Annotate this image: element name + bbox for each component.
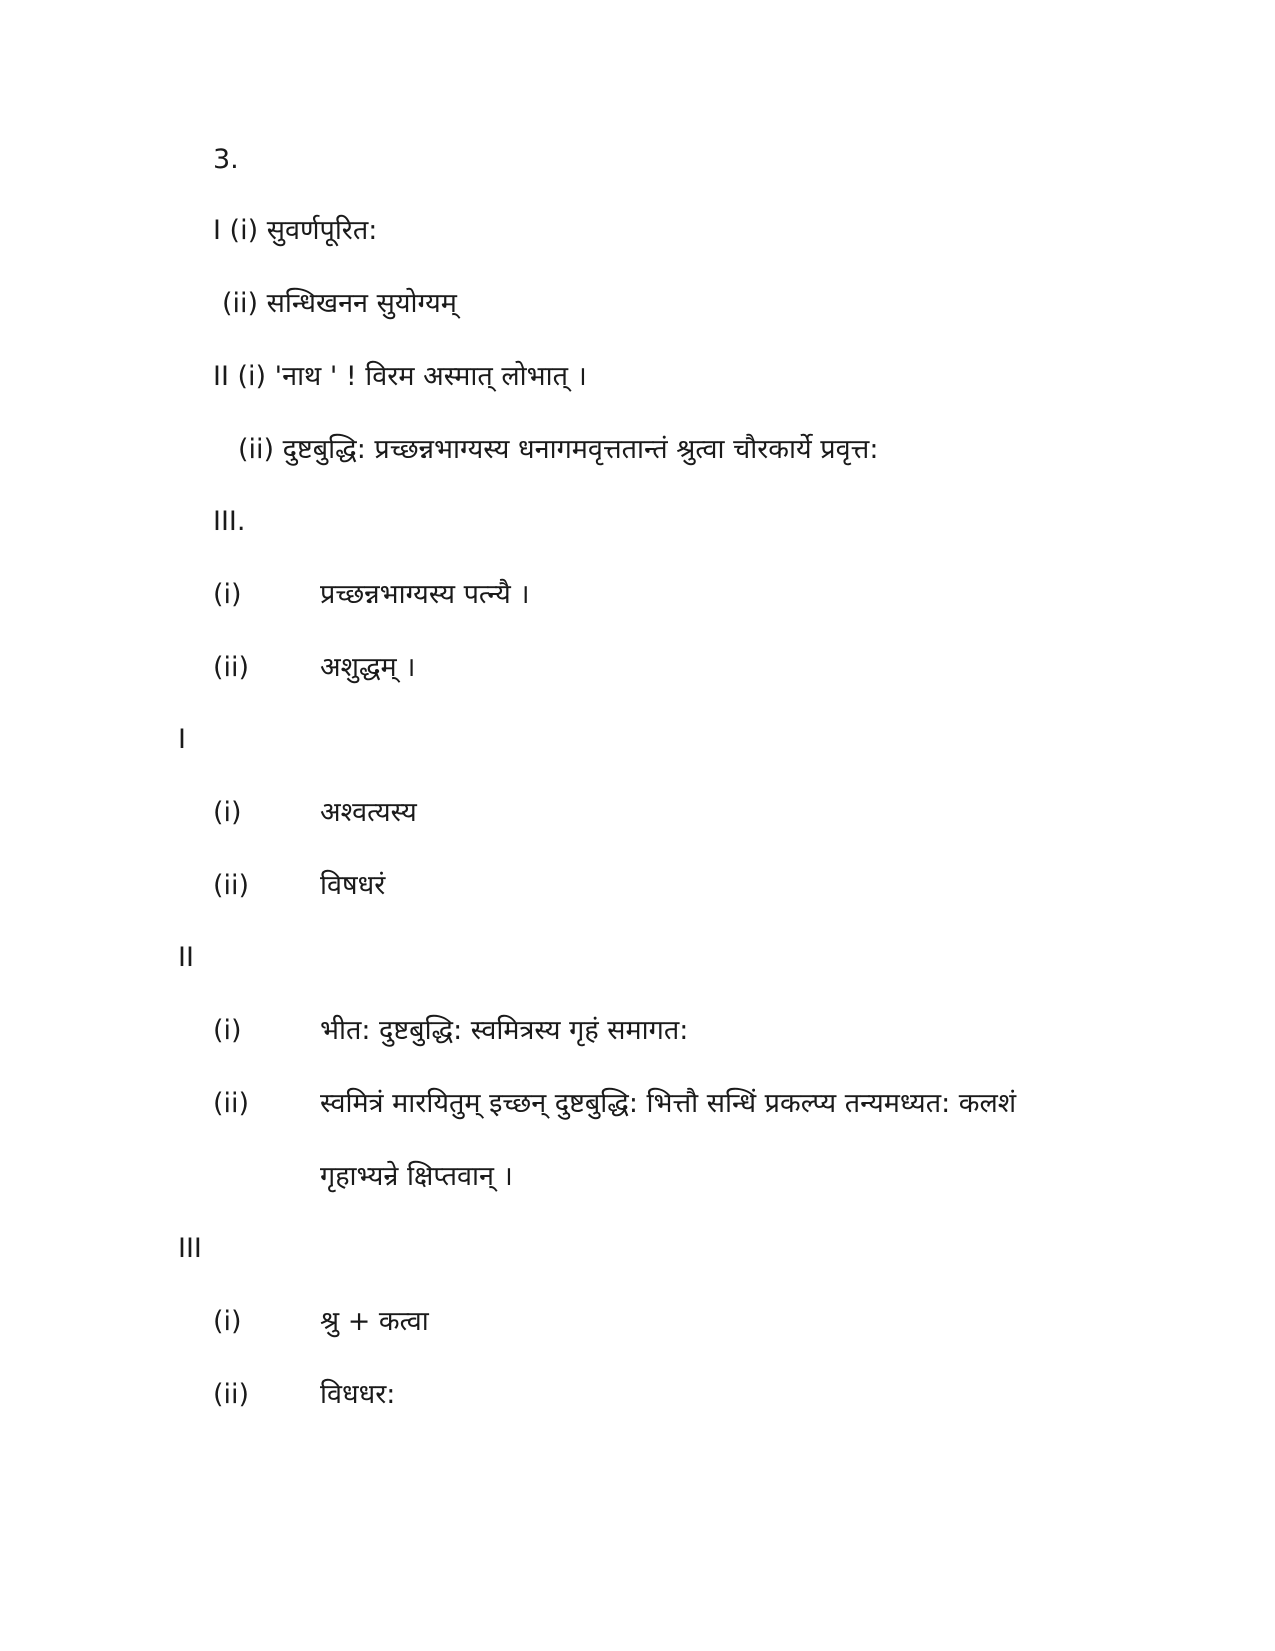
list-item-text: अश्वत्यस्य	[320, 797, 417, 828]
list-item-text: स्वमित्रं मारयितुम् इच्छन् दुष्टबुद्धि: भित्तौ सन्धिं प्रकल्प्य तन्यमध्यत: कलशं	[320, 1088, 1017, 1119]
list-item-number: (ii)	[213, 652, 250, 683]
list-item-number: (ii)	[213, 1379, 250, 1410]
answer-2-ii: (ii) दुष्टबुद्धि: प्रच्छन्नभाग्यस्य धनागमवृत्ततान्तं श्रुत्वा चौरकार्ये प्रवृत्त:	[238, 434, 879, 465]
list-item-number: (ii)	[213, 870, 250, 901]
answer-1-ii: (ii) सन्धिखनन सुयोग्यम्	[222, 288, 457, 319]
section-heading-i: I	[178, 724, 186, 755]
section-heading-iii-b: III	[178, 1233, 202, 1264]
list-item-number: (i)	[213, 1015, 242, 1046]
list-item-text: विषधरं	[320, 870, 386, 901]
list-item-text: श्रु + कत्वा	[320, 1306, 429, 1337]
list-item-text: विधधर:	[320, 1379, 396, 1410]
list-item-number: (i)	[213, 1306, 242, 1337]
list-item-number: (ii)	[213, 1088, 250, 1119]
section-heading-ii: II	[178, 942, 194, 973]
question-number: 3.	[213, 144, 239, 175]
section-heading-iii: III.	[213, 506, 246, 537]
answer-2-i: II (i) 'नाथ ' ! विरम अस्मात् लोभात् ।	[213, 361, 587, 392]
list-item-text: प्रच्छन्नभाग्यस्य पत्न्यै ।	[320, 579, 530, 610]
list-item-text: भीत: दुष्टबुद्धि: स्वमित्रस्य गृहं समागत:	[320, 1015, 689, 1046]
list-item-number: (i)	[213, 579, 242, 610]
list-item-text-continuation: गृहाभ्यन्रे क्षिप्तवान् ।	[320, 1161, 513, 1192]
list-item-number: (i)	[213, 797, 242, 828]
list-item-text: अशुद्धम् ।	[320, 652, 416, 683]
answer-1-i: I (i) सुवर्णपूरित:	[213, 215, 378, 246]
